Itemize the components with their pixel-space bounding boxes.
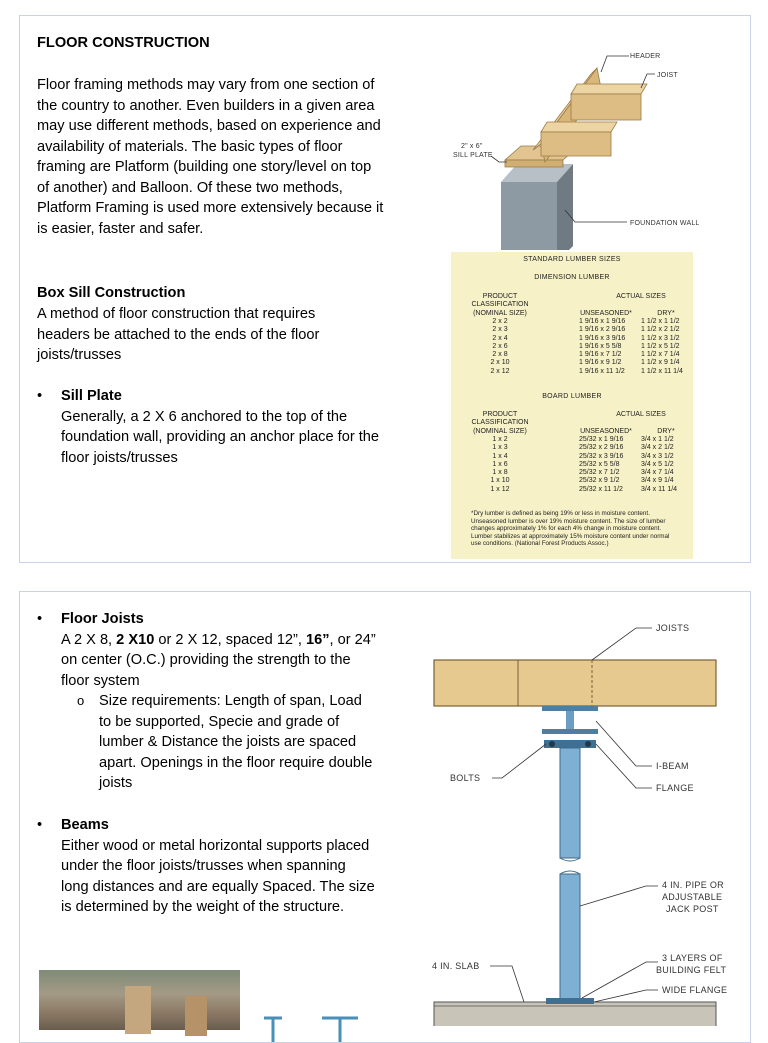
table-cell: 2 x 10 <box>490 359 510 367</box>
table-cell: 2 x 6 <box>492 342 508 350</box>
board-heading: BOARD LUMBER <box>542 393 602 400</box>
table-cell: 2 x 12 <box>490 367 510 375</box>
box-sill-heading: Box Sill Construction <box>37 285 186 301</box>
table-cell: 3/4 x 3 1/2 <box>641 452 674 460</box>
table-cell: 1 1/2 x 1 1/2 <box>641 318 680 325</box>
board-actual-header: ACTUAL SIZES <box>616 411 666 418</box>
table-title: STANDARD LUMBER SIZES <box>523 256 621 263</box>
table-cell: 1 1/2 x 5 1/2 <box>641 342 680 350</box>
sill-plate-text: Generally, a 2 X 6 anchored to the top of the foundation wall, providing an anchor place for the floor joists/trusses <box>61 408 380 466</box>
board-dry-header: DRY* <box>657 428 675 435</box>
pipe-lower <box>560 874 580 1002</box>
slide-title: FLOOR CONSTRUCTION <box>37 35 210 51</box>
board-unseasoned-column <box>579 436 649 494</box>
felt-label-line2: BUILDING FELT <box>656 965 727 975</box>
jack-post-diagram <box>406 606 746 1026</box>
table-cell: 3/4 x 5 1/2 <box>641 460 674 468</box>
slide-floor-construction <box>19 15 751 563</box>
table-cell: 3/4 x 2 1/2 <box>641 444 674 452</box>
wide-flange-plate <box>546 998 594 1004</box>
table-cell: 25/32 x 5 5/8 <box>579 460 620 468</box>
dim-product-header: PRODUCT CLASSIFICATION (NOMINAL SIZE) <box>471 293 529 317</box>
concrete-slab <box>434 1002 716 1026</box>
beams-text: Either wood or metal horizontal supports placed under the floor joists/trusses when spanning long distances and are equally Spaced. The size is determined by the weight of the structure. <box>61 837 375 915</box>
flange-label: FLANGE <box>656 783 694 793</box>
board-nominal-column <box>457 436 543 494</box>
floor-joists-text: A 2 X 8, 2 X10 or 2 X 12, spaced 12”, 16”, or 24” on center (O.C.) providing the strength to the floor system <box>61 631 376 689</box>
dim-dry-column <box>641 318 693 376</box>
dimension-heading: DIMENSION LUMBER <box>534 274 610 281</box>
table-footnote: *Dry lumber is defined as being 19% or less in moisture content. Unseasoned lumber is over 19% moisture content. The size of lumber changes approximately 1% for each 4% change in moisture content. Lumber stabilizes at approximately 15% moisture content under normal use conditions. (National Forest Products Assoc.) <box>471 510 670 548</box>
sill-plate-item <box>37 386 387 468</box>
board-dry-column <box>641 436 693 494</box>
dim-unseasoned-column <box>579 318 649 376</box>
sub-bullet-icon: o <box>77 693 85 708</box>
table-cell: 25/32 x 2 9/16 <box>579 444 624 452</box>
sill-plate-label-line1: 2" x 6" <box>461 143 483 150</box>
table-cell: 1 9/16 x 1 9/16 <box>579 318 626 325</box>
table-cell: 2 x 3 <box>492 326 508 334</box>
table-cell: 1 x 2 <box>492 436 508 443</box>
table-cell: 1 9/16 x 7 1/2 <box>579 351 622 359</box>
board-product-header: PRODUCT CLASSIFICATION (NOMINAL SIZE) <box>471 411 529 435</box>
board-unseasoned-header: UNSEASONED* <box>580 428 632 435</box>
dim-unseasoned-header: UNSEASONED* <box>580 310 632 317</box>
dim-dry-header: DRY* <box>657 310 675 317</box>
table-cell: 1 1/2 x 2 1/2 <box>641 326 680 334</box>
table-cell: 1 x 10 <box>490 477 510 485</box>
table-cell: 25/32 x 7 1/2 <box>579 469 620 477</box>
table-cell: 1 1/2 x 9 1/4 <box>641 359 680 367</box>
table-cell: 25/32 x 1 9/16 <box>579 436 624 443</box>
i-beam-icons <box>260 1012 370 1042</box>
pipe-label-line3: JACK POST <box>666 904 719 914</box>
table-cell: 2 x 4 <box>492 334 508 342</box>
bullet-icon: • <box>37 817 43 833</box>
joist-label: JOIST <box>657 72 678 79</box>
dim-nominal-column <box>457 318 543 376</box>
joist-board-1 <box>541 132 611 156</box>
joist-board <box>434 660 716 706</box>
table-cell: 1 9/16 x 9 1/2 <box>579 359 622 367</box>
table-cell: 1 1/2 x 3 1/2 <box>641 334 680 342</box>
beams-heading: Beams <box>61 817 109 833</box>
header-label: HEADER <box>630 53 661 60</box>
table-cell: 1 9/16 x 2 9/16 <box>579 326 626 334</box>
box-sill-diagram <box>441 32 701 250</box>
table-cell: 1 9/16 x 5 5/8 <box>579 342 622 350</box>
i-beam-shape <box>542 729 598 734</box>
foundation-wall-label: FOUNDATION WALL <box>630 220 700 227</box>
table-cell: 1 x 4 <box>492 452 508 460</box>
i-beam-label: I-BEAM <box>656 761 689 771</box>
slab-label: 4 IN. SLAB <box>432 961 480 971</box>
felt-label-line1: 3 LAYERS OF <box>662 953 723 963</box>
table-cell: 2 x 2 <box>492 318 508 325</box>
bullet-icon: • <box>37 388 43 404</box>
table-cell: 1 9/16 x 11 1/2 <box>579 367 625 375</box>
lumber-size-table <box>451 252 693 559</box>
table-cell: 25/32 x 3 9/16 <box>579 452 624 460</box>
intro-paragraph: Floor framing methods may vary from one section of the country to another. Even builders in a given area may use different methods, based on experience and availability of materials. The basic types of floor framing are Platform (building one story/level on top of another) and Balloon. Of these two methods, Platform Framing is used more extensively because it is easier, faster and safer. <box>37 77 384 237</box>
table-cell: 2 x 8 <box>492 351 508 359</box>
joists-sub-item <box>61 691 376 794</box>
pipe-label-line2: ADJUSTABLE <box>662 892 723 902</box>
table-cell: 3/4 x 7 1/4 <box>641 469 674 477</box>
table-cell: 1 x 8 <box>492 469 508 477</box>
foundation-wall-front <box>501 182 557 250</box>
floor-joists-item <box>37 609 377 691</box>
table-cell: 1 x 12 <box>490 485 510 493</box>
sill-plate-label-line2: SILL PLATE <box>453 152 493 159</box>
table-cell: 3/4 x 1 1/2 <box>641 436 674 443</box>
table-cell: 1 x 6 <box>492 460 508 468</box>
table-cell: 25/32 x 11 1/2 <box>579 485 623 493</box>
table-cell: 1 1/2 x 7 1/4 <box>641 351 680 359</box>
box-sill-text: A method of floor construction that requires headers be attached to the ends of the floor joists/trusses <box>37 306 320 363</box>
table-cell: 1 x 3 <box>492 444 508 452</box>
joists-label: JOISTS <box>656 623 690 633</box>
table-cell: 1 1/2 x 11 1/4 <box>641 367 683 375</box>
table-cell: 3/4 x 9 1/4 <box>641 477 674 485</box>
wide-flange-label: WIDE FLANGE <box>662 985 728 995</box>
beams-item <box>37 815 377 918</box>
table-cell: 25/32 x 9 1/2 <box>579 477 620 485</box>
joist-board-2 <box>571 94 641 120</box>
floor-joists-heading: Floor Joists <box>61 611 144 627</box>
wood-post-photo <box>39 970 240 1030</box>
table-cell: 1 9/16 x 3 9/16 <box>579 334 626 342</box>
sill-plate-heading: Sill Plate <box>61 388 122 404</box>
pipe-label-line1: 4 IN. PIPE OR <box>662 880 724 890</box>
dim-actual-header: ACTUAL SIZES <box>616 293 666 300</box>
slide-joists-beams <box>19 591 751 1043</box>
pipe-upper <box>560 748 580 858</box>
bolts-label: BOLTS <box>450 773 481 783</box>
table-cell: 3/4 x 11 1/4 <box>641 485 678 493</box>
joists-size-requirements: Size requirements: Length of span, Load to be supported, Specie and grade of lumber & Distance the joists are spaced apart. Openings in the floor require double joists <box>99 693 373 791</box>
bullet-icon: • <box>37 611 43 627</box>
